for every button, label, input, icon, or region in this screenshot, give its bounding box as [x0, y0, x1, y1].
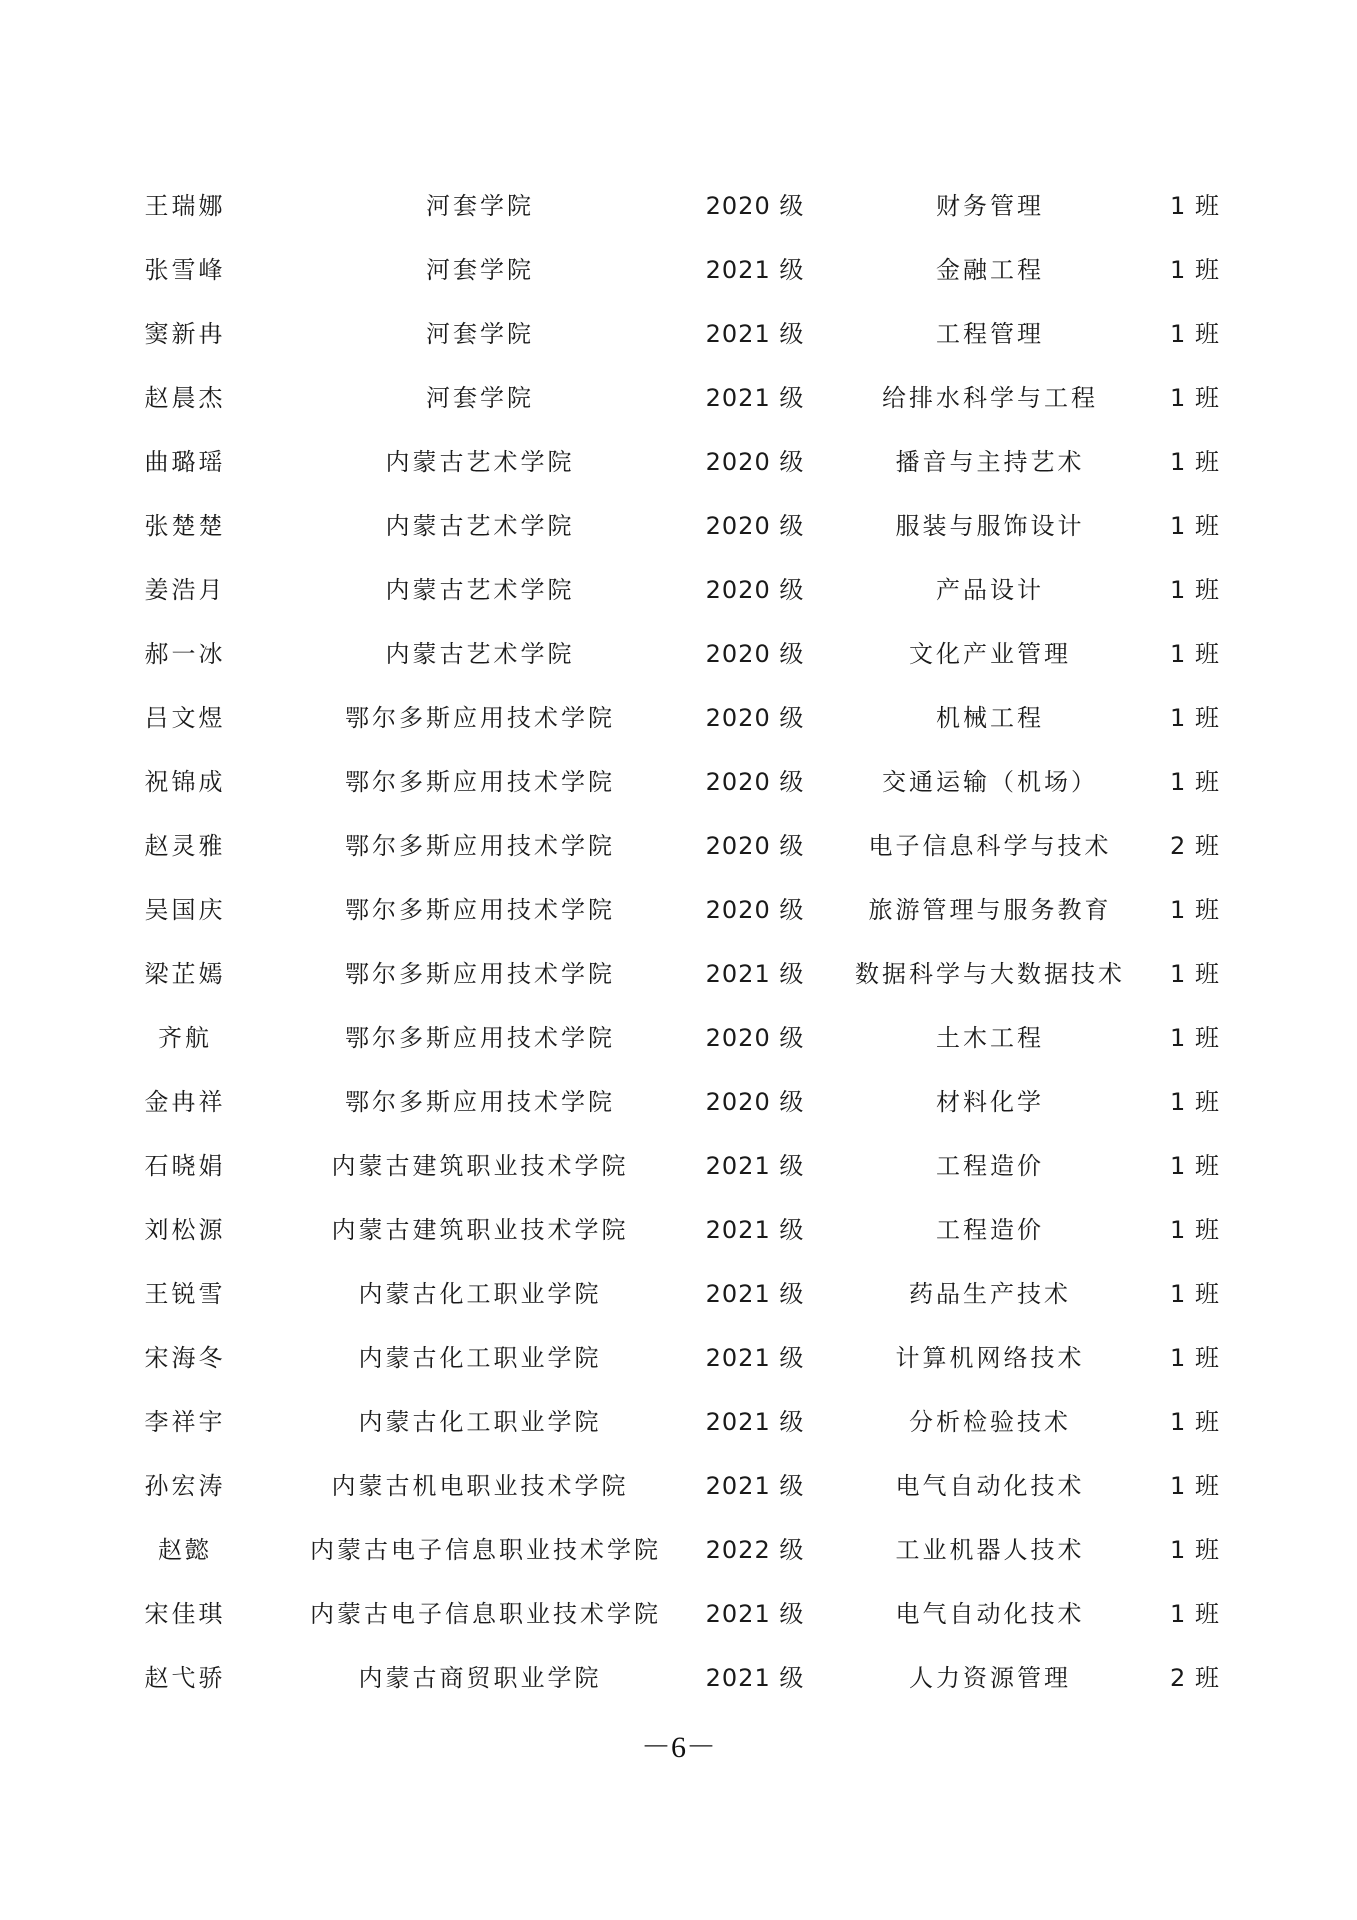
table-row [0, 690, 1357, 754]
school-name: 河套学院 [426, 256, 534, 284]
class-number: 1 班 [1170, 256, 1220, 284]
student-name: 曲璐瑶 [144, 448, 226, 476]
table-row [0, 946, 1357, 1010]
student-name: 李祥宇 [144, 1408, 226, 1436]
student-roster [0, 178, 1357, 1714]
table-row [0, 498, 1357, 562]
table-row [0, 1266, 1357, 1330]
school-name: 鄂尔多斯应用技术学院 [345, 896, 615, 924]
grade-year: 2021 级 [705, 320, 805, 348]
student-name: 王锐雪 [144, 1280, 226, 1308]
grade-year: 2021 级 [705, 1664, 805, 1692]
class-number: 1 班 [1170, 1344, 1220, 1372]
major-name: 工程管理 [936, 320, 1044, 348]
school-name: 内蒙古建筑职业技术学院 [331, 1216, 629, 1244]
grade-year: 2020 级 [705, 448, 805, 476]
grade-year: 2020 级 [705, 832, 805, 860]
student-name: 姜浩月 [144, 576, 226, 604]
class-number: 1 班 [1170, 1088, 1220, 1116]
grade-year: 2021 级 [705, 1344, 805, 1372]
school-name: 内蒙古化工职业学院 [358, 1344, 602, 1372]
student-name: 吕文煜 [144, 704, 226, 732]
class-number: 1 班 [1170, 1152, 1220, 1180]
grade-year: 2020 级 [705, 640, 805, 668]
student-name: 王瑞娜 [144, 192, 226, 220]
major-name: 工程造价 [936, 1216, 1044, 1244]
table-row [0, 882, 1357, 946]
school-name: 内蒙古电子信息职业技术学院 [310, 1600, 661, 1628]
school-name: 内蒙古艺术学院 [385, 448, 575, 476]
major-name: 播音与主持艺术 [895, 448, 1085, 476]
table-row [0, 370, 1357, 434]
student-name: 宋佳琪 [144, 1600, 226, 1628]
school-name: 鄂尔多斯应用技术学院 [345, 768, 615, 796]
student-name: 宋海冬 [144, 1344, 226, 1372]
major-name: 给排水科学与工程 [882, 384, 1098, 412]
school-name: 鄂尔多斯应用技术学院 [345, 1024, 615, 1052]
major-name: 文化产业管理 [909, 640, 1071, 668]
class-number: 1 班 [1170, 1280, 1220, 1308]
school-name: 河套学院 [426, 192, 534, 220]
table-row [0, 1522, 1357, 1586]
major-name: 数据科学与大数据技术 [855, 960, 1125, 988]
school-name: 鄂尔多斯应用技术学院 [345, 960, 615, 988]
grade-year: 2021 级 [705, 1152, 805, 1180]
class-number: 1 班 [1170, 512, 1220, 540]
major-name: 土木工程 [936, 1024, 1044, 1052]
page-number: －6－ [641, 1731, 716, 1764]
major-name: 计算机网络技术 [895, 1344, 1085, 1372]
class-number: 1 班 [1170, 1408, 1220, 1436]
school-name: 内蒙古建筑职业技术学院 [331, 1152, 629, 1180]
major-name: 电气自动化技术 [895, 1600, 1085, 1628]
class-number: 1 班 [1170, 640, 1220, 668]
table-row [0, 1394, 1357, 1458]
major-name: 电子信息科学与技术 [868, 832, 1112, 860]
major-name: 产品设计 [936, 576, 1044, 604]
grade-year: 2021 级 [705, 1600, 805, 1628]
table-row [0, 818, 1357, 882]
table-row [0, 1010, 1357, 1074]
school-name: 鄂尔多斯应用技术学院 [345, 1088, 615, 1116]
student-name: 郝一冰 [144, 640, 226, 668]
student-name: 赵懿 [158, 1536, 212, 1564]
class-number: 1 班 [1170, 1536, 1220, 1564]
school-name: 内蒙古商贸职业学院 [358, 1664, 602, 1692]
school-name: 内蒙古电子信息职业技术学院 [310, 1536, 661, 1564]
class-number: 1 班 [1170, 704, 1220, 732]
major-name: 交通运输（机场） [882, 768, 1098, 796]
class-number: 1 班 [1170, 576, 1220, 604]
class-number: 2 班 [1170, 832, 1220, 860]
major-name: 机械工程 [936, 704, 1044, 732]
student-name: 齐航 [158, 1024, 212, 1052]
table-row [0, 306, 1357, 370]
school-name: 河套学院 [426, 320, 534, 348]
student-name: 金冉祥 [144, 1088, 226, 1116]
grade-year: 2021 级 [705, 1472, 805, 1500]
table-row [0, 1330, 1357, 1394]
major-name: 电气自动化技术 [895, 1472, 1085, 1500]
class-number: 1 班 [1170, 1600, 1220, 1628]
major-name: 工业机器人技术 [895, 1536, 1085, 1564]
student-name: 张雪峰 [144, 256, 226, 284]
class-number: 1 班 [1170, 960, 1220, 988]
major-name: 人力资源管理 [909, 1664, 1071, 1692]
class-number: 1 班 [1170, 1024, 1220, 1052]
grade-year: 2021 级 [705, 1280, 805, 1308]
class-number: 1 班 [1170, 320, 1220, 348]
grade-year: 2020 级 [705, 1088, 805, 1116]
student-name: 张楚楚 [144, 512, 226, 540]
table-row [0, 1586, 1357, 1650]
major-name: 材料化学 [936, 1088, 1044, 1116]
school-name: 内蒙古艺术学院 [385, 640, 575, 668]
major-name: 服装与服饰设计 [895, 512, 1085, 540]
grade-year: 2021 级 [705, 256, 805, 284]
student-name: 吴国庆 [144, 896, 226, 924]
major-name: 财务管理 [936, 192, 1044, 220]
school-name: 鄂尔多斯应用技术学院 [345, 704, 615, 732]
class-number: 2 班 [1170, 1664, 1220, 1692]
class-number: 1 班 [1170, 384, 1220, 412]
school-name: 内蒙古化工职业学院 [358, 1408, 602, 1436]
student-name: 石晓娟 [144, 1152, 226, 1180]
table-row [0, 242, 1357, 306]
grade-year: 2020 级 [705, 704, 805, 732]
grade-year: 2021 级 [705, 960, 805, 988]
class-number: 1 班 [1170, 448, 1220, 476]
grade-year: 2020 级 [705, 512, 805, 540]
school-name: 内蒙古机电职业技术学院 [331, 1472, 629, 1500]
student-name: 窦新冉 [144, 320, 226, 348]
table-row [0, 434, 1357, 498]
grade-year: 2020 级 [705, 768, 805, 796]
grade-year: 2020 级 [705, 1024, 805, 1052]
student-name: 赵灵雅 [144, 832, 226, 860]
major-name: 旅游管理与服务教育 [868, 896, 1112, 924]
table-row [0, 1202, 1357, 1266]
student-name: 赵晨杰 [144, 384, 226, 412]
table-row [0, 1138, 1357, 1202]
class-number: 1 班 [1170, 1472, 1220, 1500]
student-name: 梁芷嫣 [144, 960, 226, 988]
grade-year: 2020 级 [705, 576, 805, 604]
school-name: 河套学院 [426, 384, 534, 412]
grade-year: 2021 级 [705, 384, 805, 412]
major-name: 工程造价 [936, 1152, 1044, 1180]
class-number: 1 班 [1170, 896, 1220, 924]
table-row [0, 754, 1357, 818]
table-row [0, 562, 1357, 626]
table-row [0, 1458, 1357, 1522]
school-name: 内蒙古化工职业学院 [358, 1280, 602, 1308]
class-number: 1 班 [1170, 192, 1220, 220]
grade-year: 2020 级 [705, 192, 805, 220]
student-name: 赵弋骄 [144, 1664, 226, 1692]
table-row [0, 178, 1357, 242]
table-row [0, 1074, 1357, 1138]
grade-year: 2021 级 [705, 1408, 805, 1436]
table-row [0, 1650, 1357, 1714]
student-name: 刘松源 [144, 1216, 226, 1244]
grade-year: 2022 级 [705, 1536, 805, 1564]
school-name: 鄂尔多斯应用技术学院 [345, 832, 615, 860]
school-name: 内蒙古艺术学院 [385, 512, 575, 540]
student-name: 孙宏涛 [144, 1472, 226, 1500]
major-name: 药品生产技术 [909, 1280, 1071, 1308]
table-row [0, 626, 1357, 690]
grade-year: 2021 级 [705, 1216, 805, 1244]
class-number: 1 班 [1170, 1216, 1220, 1244]
grade-year: 2020 级 [705, 896, 805, 924]
class-number: 1 班 [1170, 768, 1220, 796]
student-name: 祝锦成 [144, 768, 226, 796]
major-name: 分析检验技术 [909, 1408, 1071, 1436]
major-name: 金融工程 [936, 256, 1044, 284]
school-name: 内蒙古艺术学院 [385, 576, 575, 604]
